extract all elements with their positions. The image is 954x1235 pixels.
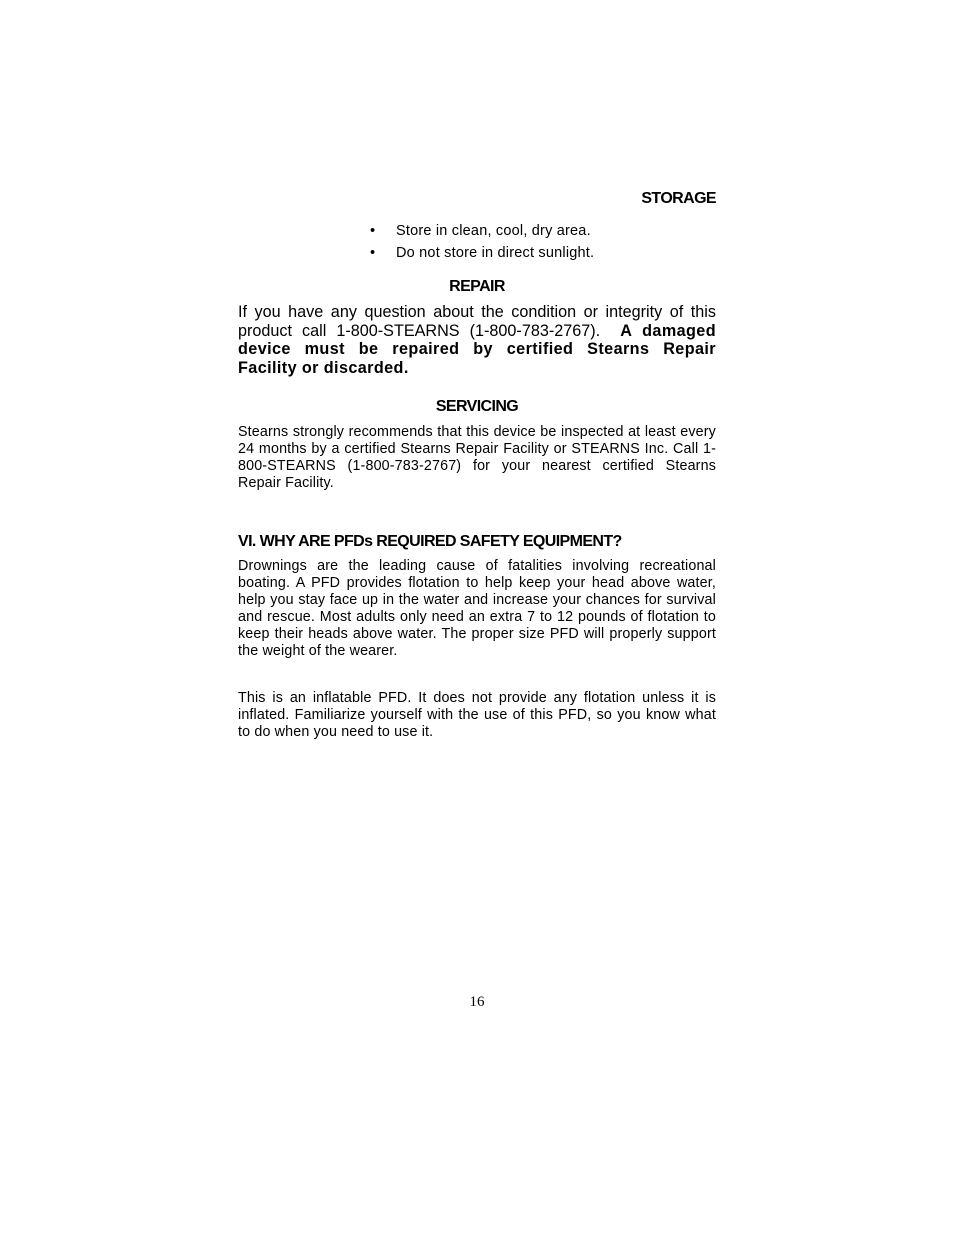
inflatable-paragraph: This is an inflatable PFD. It does not provide any flotation unless it is inflated. Familiarize yourself with the use of this PFD, so you know what to do when you need to use it.	[238, 690, 716, 740]
servicing-paragraph: Stearns strongly recommends that this device be inspected at least every 24 months by a certified Stearns Repair Facility or STEARNS Inc. Call 1-800-STEARNS (1-800-783-2767) for your nearest certified Stearns Repair Facility.	[238, 424, 716, 491]
bullet-icon: •	[370, 223, 376, 239]
storage-item-text: Do not store in direct sunlight.	[396, 245, 595, 261]
section-vi-heading: VI. WHY ARE PFDs REQUIRED SAFETY EQUIPMENT?	[238, 533, 622, 550]
bullet-icon: •	[370, 245, 376, 261]
list-item	[370, 242, 594, 264]
section-vi-paragraph: Drownings are the leading cause of fatalities involving recreational boating. A PFD provides flotation to help keep your head above water, help you stay face up in the water and increase your chances for survival and rescue. Most adults only need an extra 7 to 12 pounds of flotation to keep their heads above water. The proper size PFD will properly support the weight of the wearer.	[238, 558, 716, 659]
list-item	[370, 220, 594, 242]
storage-heading: STORAGE	[641, 190, 716, 207]
repair-paragraph	[238, 303, 716, 377]
repair-heading: REPAIR	[449, 278, 505, 295]
storage-item-text: Store in clean, cool, dry area.	[396, 223, 591, 239]
storage-list	[370, 220, 594, 264]
repair-text: If you have any question about the condition or integrity of this product call 1-800-STEARNS (1-800-783-2767).	[238, 303, 716, 340]
servicing-heading: SERVICING	[435, 398, 519, 415]
repair-warning-text: A damaged device must be repaired by certified Stearns Repair Facility or discarded.	[238, 321, 716, 377]
page-number: 16	[469, 994, 485, 1010]
